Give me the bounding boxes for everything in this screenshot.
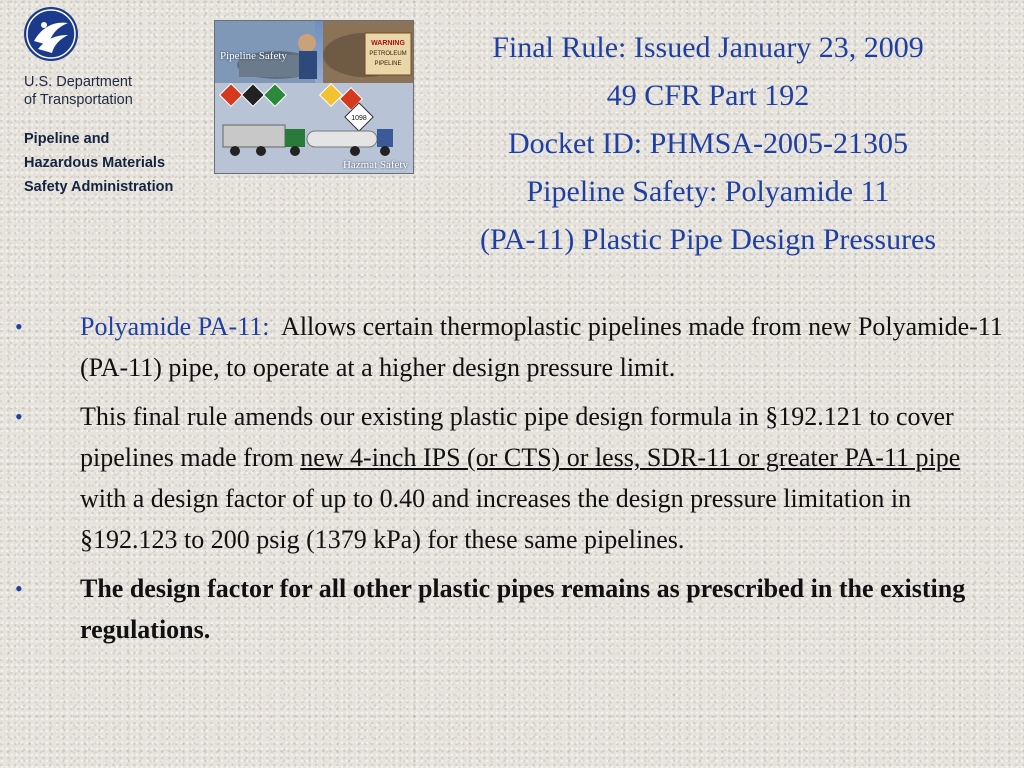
slide-title <box>400 24 1016 264</box>
hazmat-safety-caption: Hazmat Safety <box>342 159 408 171</box>
bullet-marker: • <box>15 314 23 339</box>
collage-image <box>215 21 413 173</box>
bullet-text: Allows certain thermoplastic pipelines made from new Polyamide-11 (PA-11) pipe, to operate at a higher design pressure limit. <box>80 312 1010 382</box>
bullet-item <box>0 568 1010 650</box>
bullet-underlined-text: new 4-inch IPS (or CTS) or less, SDR-11 or greater PA-11 pipe <box>300 443 961 472</box>
bullet-list <box>0 306 1024 658</box>
warning-sign-line: PETROLEUM <box>369 51 407 57</box>
bullet-lead: Polyamide PA-11: <box>80 312 270 341</box>
bullet-marker: • <box>15 404 23 429</box>
bullet-text: with a design factor of up to 0.40 and increases the design pressure limitation in §192.123 to 200 psig (1379 kPa) for these same pipelines. <box>80 484 912 554</box>
pipeline-hazmat-collage <box>214 20 414 174</box>
bullet-bold-text: The design factor for all other plastic pipes remains as prescribed in the existing regulations. <box>80 574 966 644</box>
pipeline-safety-caption: Pipeline Safety <box>220 50 287 62</box>
title-line: Pipeline Safety: Polyamide 11 <box>526 175 890 208</box>
title-line: 49 CFR Part 192 <box>606 79 810 112</box>
title-line: Final Rule: Issued January 23, 2009 <box>492 31 924 64</box>
administration-name: Pipeline and Hazardous Materials Safety Administration <box>24 131 174 195</box>
title-line: (PA-11) Plastic Pipe Design Pressures <box>479 223 937 256</box>
bullet-text: This final rule amends our existing plastic pipe design formula in §192.121 to cover pipelines made from <box>80 402 954 472</box>
dot-emblem-icon <box>22 5 80 63</box>
bullet-marker: • <box>15 576 23 601</box>
title-line: Docket ID: PHMSA-2005-21305 <box>508 127 908 160</box>
bullet-item <box>0 396 1010 560</box>
department-name: U.S. Department of Transportation <box>24 74 133 108</box>
warning-sign-line: PIPELINE <box>374 61 402 67</box>
placard-number: 1098 <box>351 115 367 122</box>
bullet-item <box>0 306 1010 388</box>
warning-sign-line: WARNING <box>371 40 405 47</box>
